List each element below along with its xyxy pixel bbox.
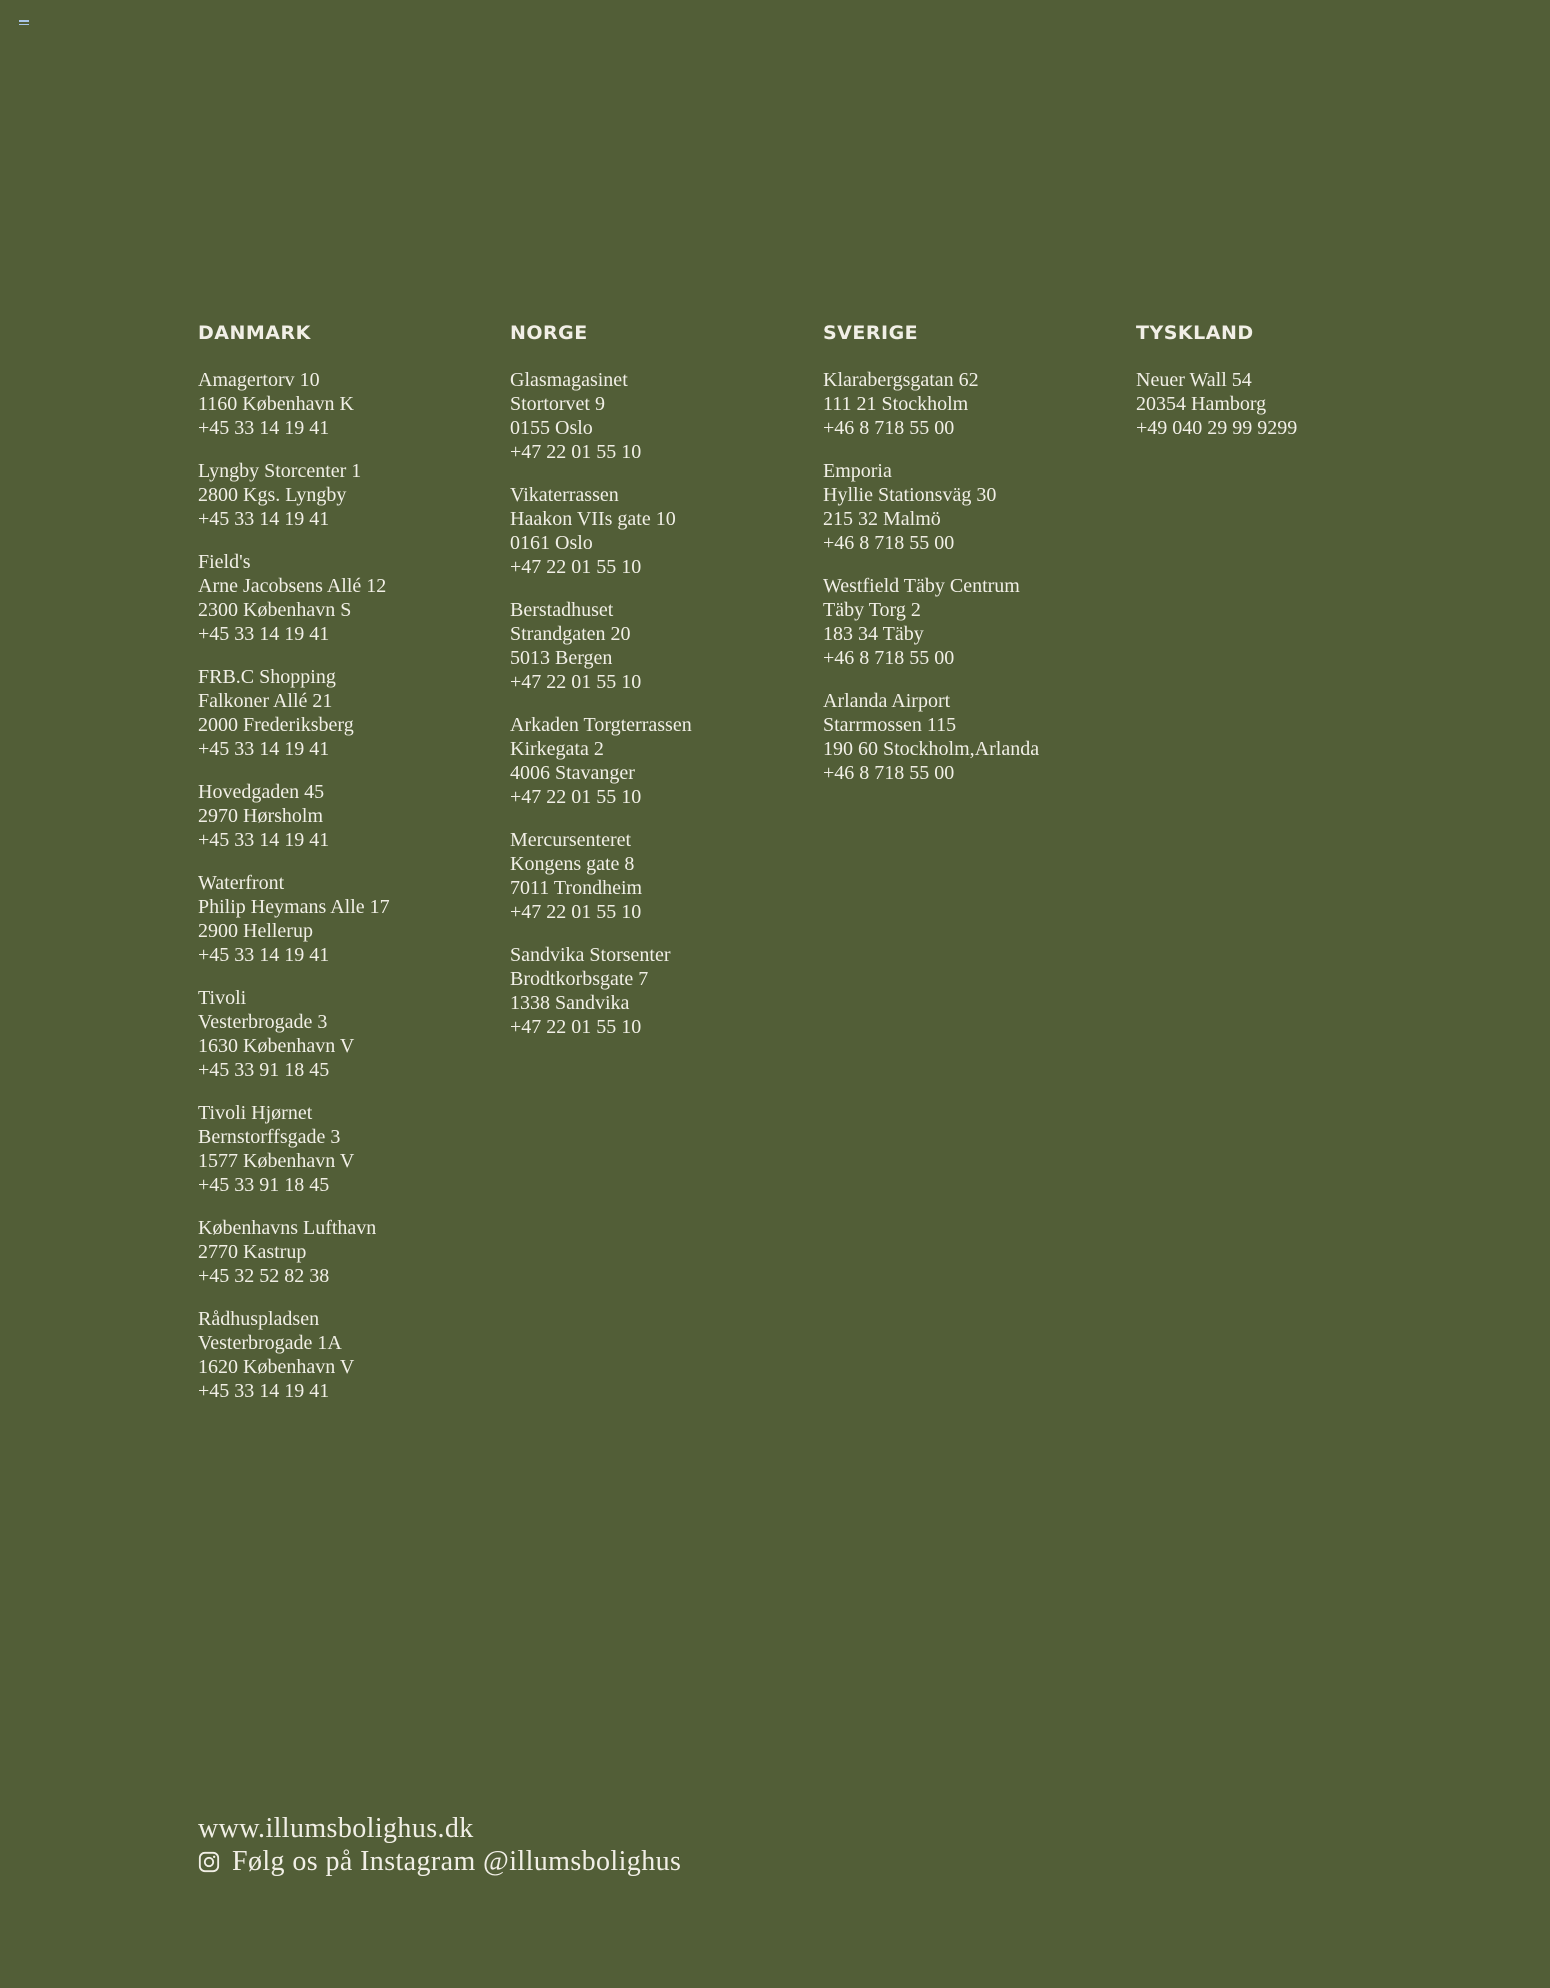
store-entry xyxy=(198,780,498,852)
store-entry xyxy=(1136,368,1436,440)
store-line: 2970 Hørsholm xyxy=(198,805,323,827)
instagram-row[interactable] xyxy=(198,1845,681,1878)
store-line: Haakon VIIs gate 10 xyxy=(510,508,676,530)
store-entry xyxy=(198,459,498,531)
store-line: 1577 København V xyxy=(198,1150,355,1172)
store-list xyxy=(823,368,1123,785)
store-line: 2300 København S xyxy=(198,599,352,621)
country-heading: SVERIGE xyxy=(823,322,919,344)
store-line: Hyllie Stationsväg 30 xyxy=(823,484,997,506)
store-line: Bernstorffsgade 3 xyxy=(198,1126,341,1148)
store-entry xyxy=(510,828,810,924)
store-line: Emporia xyxy=(823,460,892,482)
website-link[interactable]: www.illumsbolighus.dk xyxy=(198,1813,474,1844)
country-column-norge xyxy=(510,318,810,1058)
store-line: Field's xyxy=(198,551,251,573)
store-line: +47 22 01 55 10 xyxy=(510,556,642,578)
store-line: +47 22 01 55 10 xyxy=(510,1016,642,1038)
store-line: Tivoli xyxy=(198,987,247,1009)
country-heading: TYSKLAND xyxy=(1136,322,1254,344)
country-column-danmark xyxy=(198,318,498,1422)
store-entry xyxy=(198,1216,498,1288)
store-entry xyxy=(198,1101,498,1197)
store-line: +45 33 14 19 41 xyxy=(198,829,330,851)
store-line: +46 8 718 55 00 xyxy=(823,762,955,784)
store-line: Neuer Wall 54 xyxy=(1136,369,1252,391)
store-line: 1338 Sandvika xyxy=(510,992,630,1014)
store-line: +46 8 718 55 00 xyxy=(823,647,955,669)
store-line: 4006 Stavanger xyxy=(510,762,635,784)
store-entry xyxy=(510,368,810,464)
store-line: 2800 Kgs. Lyngby xyxy=(198,484,347,506)
store-line: Kirkegata 2 xyxy=(510,738,604,760)
store-line: 0161 Oslo xyxy=(510,532,593,554)
store-line: Waterfront xyxy=(198,872,285,894)
store-line: +45 33 14 19 41 xyxy=(198,738,330,760)
store-list xyxy=(510,368,810,1039)
store-entry xyxy=(510,598,810,694)
store-entry xyxy=(198,550,498,646)
store-entry xyxy=(510,483,810,579)
store-line: Arkaden Torgterrassen xyxy=(510,714,692,736)
store-line: Arlanda Airport xyxy=(823,690,951,712)
country-heading: NORGE xyxy=(510,322,588,344)
store-entry xyxy=(510,713,810,809)
store-line: Rådhuspladsen xyxy=(198,1308,320,1330)
store-line: 2000 Frederiksberg xyxy=(198,714,354,736)
country-heading: DANMARK xyxy=(198,322,311,344)
store-line: +45 33 14 19 41 xyxy=(198,1380,330,1402)
store-entry xyxy=(198,665,498,761)
store-line: 0155 Oslo xyxy=(510,417,593,439)
menu-icon[interactable] xyxy=(19,20,29,25)
instagram-icon xyxy=(198,1851,220,1873)
store-line: 111 21 Stockholm xyxy=(823,393,969,415)
store-line: Mercursenteret xyxy=(510,829,632,851)
store-line: Vikaterrassen xyxy=(510,484,619,506)
store-entry xyxy=(823,574,1123,670)
store-line: +45 33 14 19 41 xyxy=(198,623,330,645)
store-line: Berstadhuset xyxy=(510,599,614,621)
store-line: FRB.C Shopping xyxy=(198,666,336,688)
store-line: Tivoli Hjørnet xyxy=(198,1102,313,1124)
store-line: +47 22 01 55 10 xyxy=(510,901,642,923)
store-line: Kongens gate 8 xyxy=(510,853,635,875)
store-line: 2900 Hellerup xyxy=(198,920,313,942)
store-line: +45 33 91 18 45 xyxy=(198,1174,330,1196)
store-line: Strandgaten 20 xyxy=(510,623,631,645)
store-line: Vesterbrogade 3 xyxy=(198,1011,328,1033)
store-line: Københavns Lufthavn xyxy=(198,1217,377,1239)
store-line: +47 22 01 55 10 xyxy=(510,441,642,463)
country-column-sverige xyxy=(823,318,1123,804)
store-entry xyxy=(198,368,498,440)
store-line: Klarabergsgatan 62 xyxy=(823,369,979,391)
store-list xyxy=(198,368,498,1403)
instagram-text: Følg os på Instagram @illumsbolighus xyxy=(232,1846,682,1877)
store-line: 1620 København V xyxy=(198,1356,355,1378)
store-line: Täby Torg 2 xyxy=(823,599,921,621)
store-line: 7011 Trondheim xyxy=(510,877,643,899)
store-line: Hovedgaden 45 xyxy=(198,781,325,803)
store-line: Arne Jacobsens Allé 12 xyxy=(198,575,387,597)
store-entry xyxy=(198,871,498,967)
store-entry xyxy=(823,459,1123,555)
store-entry xyxy=(823,368,1123,440)
store-line: Lyngby Storcenter 1 xyxy=(198,460,362,482)
store-line: +46 8 718 55 00 xyxy=(823,417,955,439)
store-columns xyxy=(198,318,1398,1478)
store-line: Falkoner Allé 21 xyxy=(198,690,333,712)
store-line: Brodtkorbsgate 7 xyxy=(510,968,649,990)
store-line: 190 60 Stockholm,Arlanda xyxy=(823,738,1040,760)
store-entry xyxy=(198,986,498,1082)
country-column-tyskland xyxy=(1136,318,1436,459)
store-line: +45 33 14 19 41 xyxy=(198,417,330,439)
store-line: Amagertorv 10 xyxy=(198,369,320,391)
store-line: +47 22 01 55 10 xyxy=(510,671,642,693)
store-line: 1160 København K xyxy=(198,393,354,415)
store-line: Westfield Täby Centrum xyxy=(823,575,1020,597)
store-line: 215 32 Malmö xyxy=(823,508,941,530)
store-line: 2770 Kastrup xyxy=(198,1241,307,1263)
store-line: Glasmagasinet xyxy=(510,369,628,391)
store-line: 1630 København V xyxy=(198,1035,355,1057)
store-entry xyxy=(198,1307,498,1403)
store-line: +49 040 29 99 9299 xyxy=(1136,417,1298,439)
footer xyxy=(198,1812,681,1878)
store-line: +47 22 01 55 10 xyxy=(510,786,642,808)
store-line: +46 8 718 55 00 xyxy=(823,532,955,554)
store-entry xyxy=(510,943,810,1039)
store-line: Philip Heymans Alle 17 xyxy=(198,896,390,918)
store-line: 20354 Hamborg xyxy=(1136,393,1267,415)
store-line: Vesterbrogade 1A xyxy=(198,1332,342,1354)
store-line: 183 34 Täby xyxy=(823,623,924,645)
store-line: Sandvika Storsenter xyxy=(510,944,671,966)
store-line: Starrmossen 115 xyxy=(823,714,957,736)
store-line: Stortorvet 9 xyxy=(510,393,605,415)
store-list xyxy=(1136,368,1436,440)
store-entry xyxy=(823,689,1123,785)
store-line: +45 33 14 19 41 xyxy=(198,508,330,530)
store-line: +45 33 14 19 41 xyxy=(198,944,330,966)
store-line: 5013 Bergen xyxy=(510,647,613,669)
store-line: +45 32 52 82 38 xyxy=(198,1265,330,1287)
store-line: +45 33 91 18 45 xyxy=(198,1059,330,1081)
